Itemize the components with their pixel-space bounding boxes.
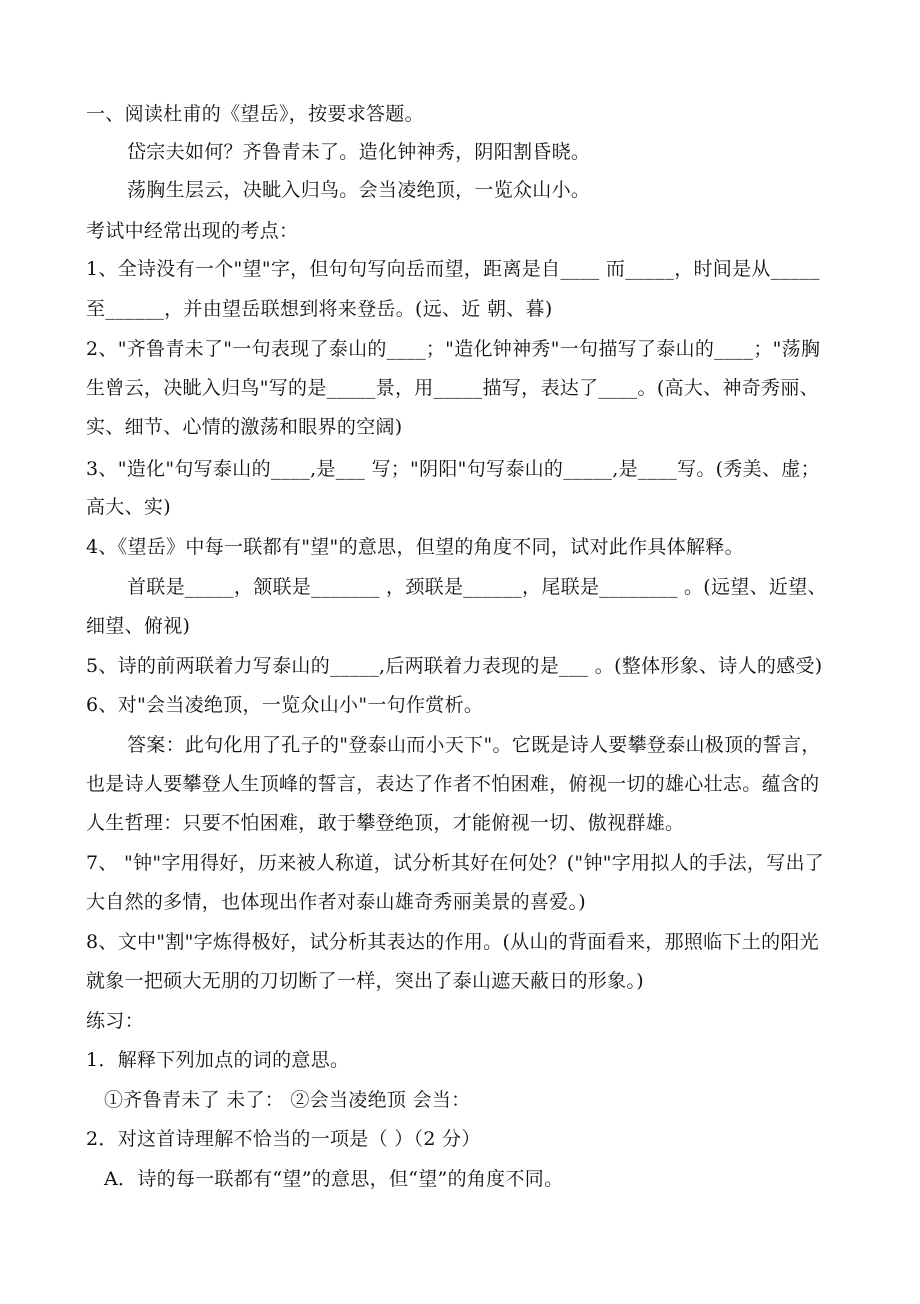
exam-points-heading: 考试中经常出现的考点： <box>86 220 299 242</box>
question-1-line-1: 1、全诗没有一个"望"字，但句句写向岳而望，距离是自____ 而_____，时间是从_____ <box>86 258 820 280</box>
question-4-line-1: 4、《望岳》中每一联都有"望"的意思，但望的角度不同，试对此作具体解释。 <box>86 536 744 558</box>
question-2-line-3: 实、细节、心情的激荡和眼界的空阔) <box>86 416 403 438</box>
question-4-line-2: 首联是_____，颔联是_______ ，颈联是______，尾联是________ 。(远望、近望、 <box>127 576 827 598</box>
section-heading: 一、阅读杜甫的《望岳》，按要求答题。 <box>86 103 424 125</box>
question-5: 5、诗的前两联着力写泰山的_____,后两联着力表现的是___ 。(整体形象、诗人的感受) <box>86 655 823 677</box>
practice-1: 1．解释下列加点的词的意思。 <box>86 1049 350 1071</box>
practice-2: 2．对这首诗理解不恰当的一项是（ ）（2 分） <box>86 1128 481 1150</box>
practice-2-option-a: A．诗的每一联都有“望”的意思，但“望”的角度不同。 <box>104 1168 564 1190</box>
question-3-line-1: 3、"造化"句写泰山的____,是___ 写；"阴阳"句写泰山的_____,是____写。(秀美、虚； <box>86 458 820 480</box>
poem-line-1: 岱宗夫如何？齐鲁青未了。造化钟神秀，阴阳割昏晓。 <box>127 141 591 163</box>
question-8-line-2: 就象一把硕大无朋的刀切断了一样，突出了泰山遮天蔽日的形象。) <box>86 970 644 992</box>
question-4-line-3: 细望、俯视) <box>86 615 191 637</box>
answer-6-line-3: 人生哲理：只要不怕困难，敢于攀登绝顶，才能俯视一切、傲视群雄。 <box>86 812 685 834</box>
question-7-line-2: 大自然的多情，也体现出作者对泰山雄奇秀丽美景的喜爱。) <box>86 891 587 913</box>
question-2-line-2: 生曾云，决眦入归鸟"写的是_____景，用_____描写，表达了____。(高大、神奇秀丽、 <box>86 377 819 399</box>
question-6: 6、对"会当凌绝顶，一览众山小"一句作赏析。 <box>86 694 484 716</box>
question-2-line-1: 2、"齐鲁青未了"一句表现了泰山的____；"造化钟神秀"一句描写了泰山的____；"荡胸 <box>86 338 821 360</box>
question-1-line-2: 至______，并由望岳联想到将来登岳。(远、近 朝、暮) <box>86 298 553 320</box>
answer-6-line-2: 也是诗人要攀登人生顶峰的誓言，表达了作者不怕困难，俯视一切的雄心壮志。蕴含的 <box>86 773 820 795</box>
answer-6-line-1: 答案：此句化用了孔子的"登泰山而小天下"。它既是诗人要攀登泰山极顶的誓言， <box>127 734 821 756</box>
question-7-line-1: 7、 "钟"字用得好，历来被人称道，试分析其好在何处？("钟"字用拟人的手法，写出了 <box>86 852 825 874</box>
practice-heading: 练习： <box>86 1010 144 1032</box>
question-3-line-2: 高大、实) <box>86 496 171 518</box>
practice-1-items: ①齐鲁青未了 未了： ②会当凌绝顶 会当： <box>104 1089 471 1111</box>
poem-line-2: 荡胸生层云，决眦入归鸟。会当凌绝顶，一览众山小。 <box>127 179 591 201</box>
question-8-line-1: 8、文中"割"字炼得极好，试分析其表达的作用。(从山的背面看来，那照临下土的阳光 <box>86 931 819 953</box>
